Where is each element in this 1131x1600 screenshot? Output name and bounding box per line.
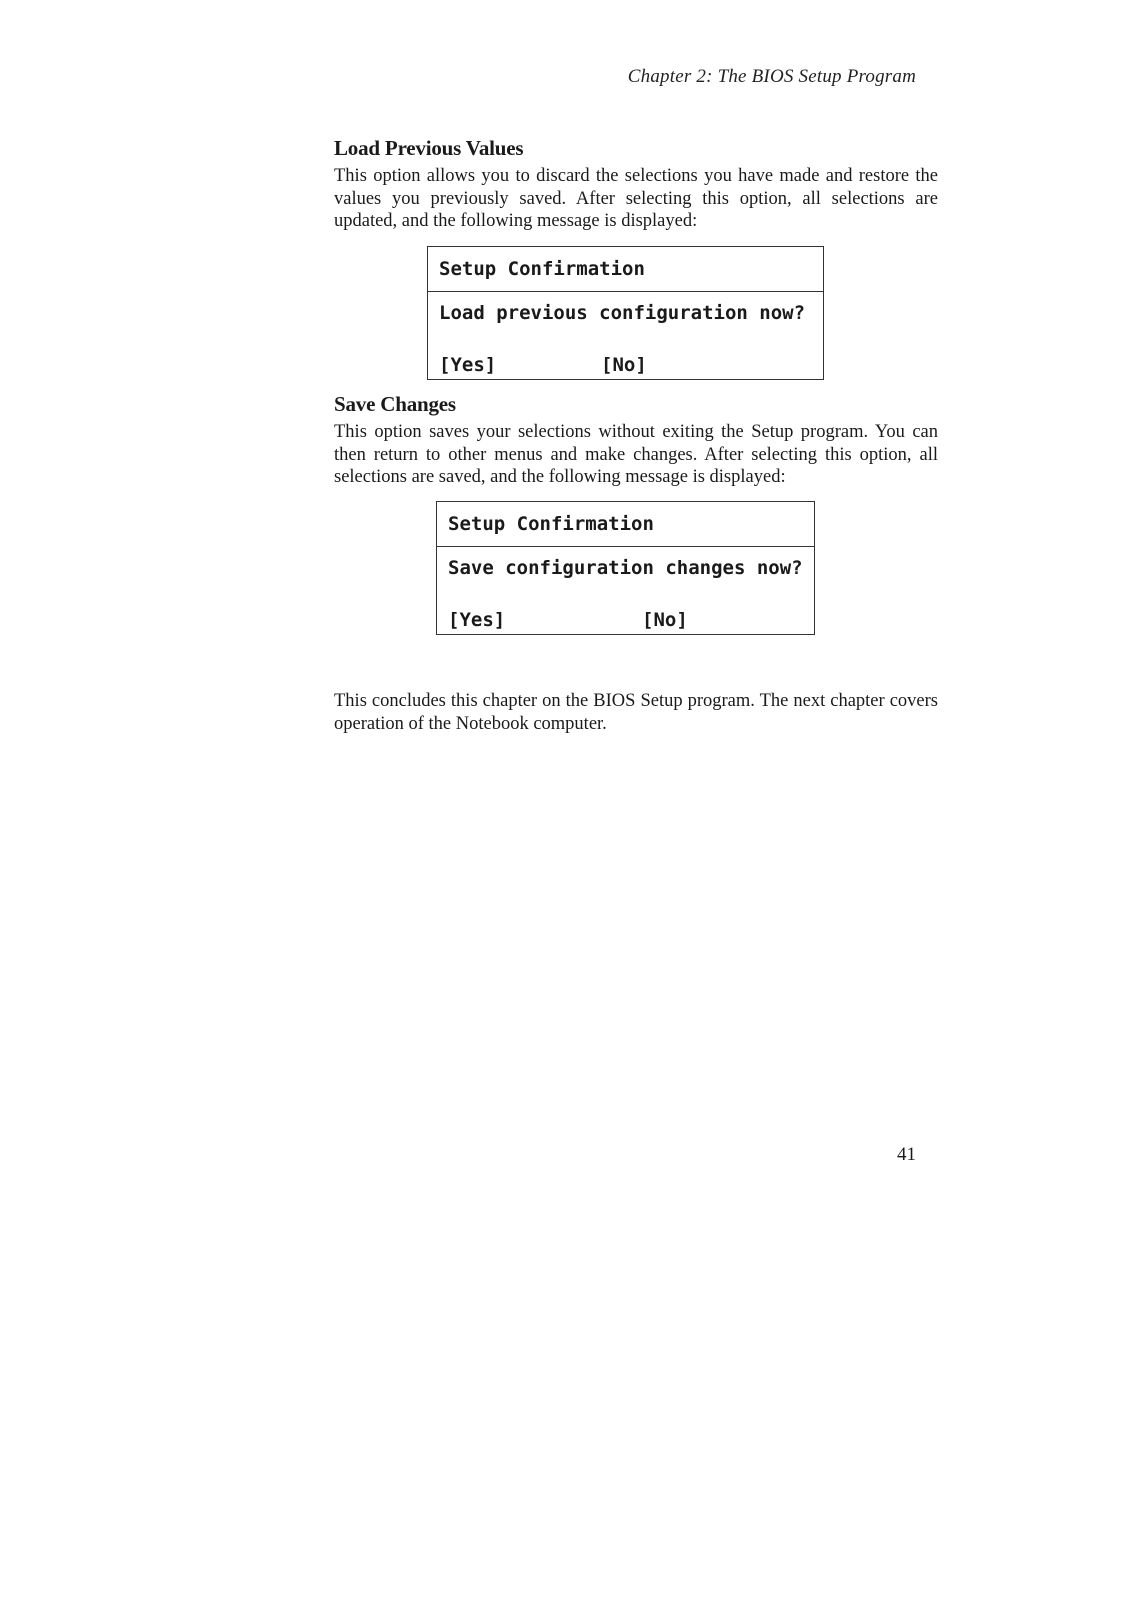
conclusion-section	[334, 690, 938, 735]
yes-button[interactable]: [Yes]	[448, 609, 506, 631]
dialog-title: Setup Confirmation	[428, 247, 823, 292]
section-paragraph: This option saves your selections without exiting the Setup program. You can then return to other menus and make changes. After selecting this option, all selections are saved, and the following message is displayed:	[334, 422, 938, 487]
dialog-message: Save configuration changes now?	[448, 557, 803, 579]
conclusion-paragraph: This concludes this chapter on the BIOS Setup program. The next chapter covers operation of the Notebook computer.	[334, 691, 938, 734]
setup-confirmation-dialog-load	[427, 246, 824, 380]
dialog-title: Setup Confirmation	[437, 502, 814, 547]
section-heading: Load Previous Values	[334, 136, 524, 160]
dialog-message: Load previous configuration now?	[439, 302, 806, 324]
section-heading: Save Changes	[334, 392, 456, 416]
yes-button[interactable]: [Yes]	[439, 354, 497, 376]
section-save-changes	[334, 392, 938, 489]
page-number: 41	[897, 1144, 916, 1165]
no-button[interactable]: [No]	[642, 609, 688, 631]
section-load-previous-values	[334, 136, 938, 233]
running-header: Chapter 2: The BIOS Setup Program	[627, 66, 916, 87]
setup-confirmation-dialog-save	[436, 501, 815, 635]
section-paragraph: This option allows you to discard the selections you have made and restore the values you previously saved. After selecting this option, all selections are updated, and the following message is displayed:	[334, 166, 938, 231]
no-button[interactable]: [No]	[601, 354, 647, 376]
